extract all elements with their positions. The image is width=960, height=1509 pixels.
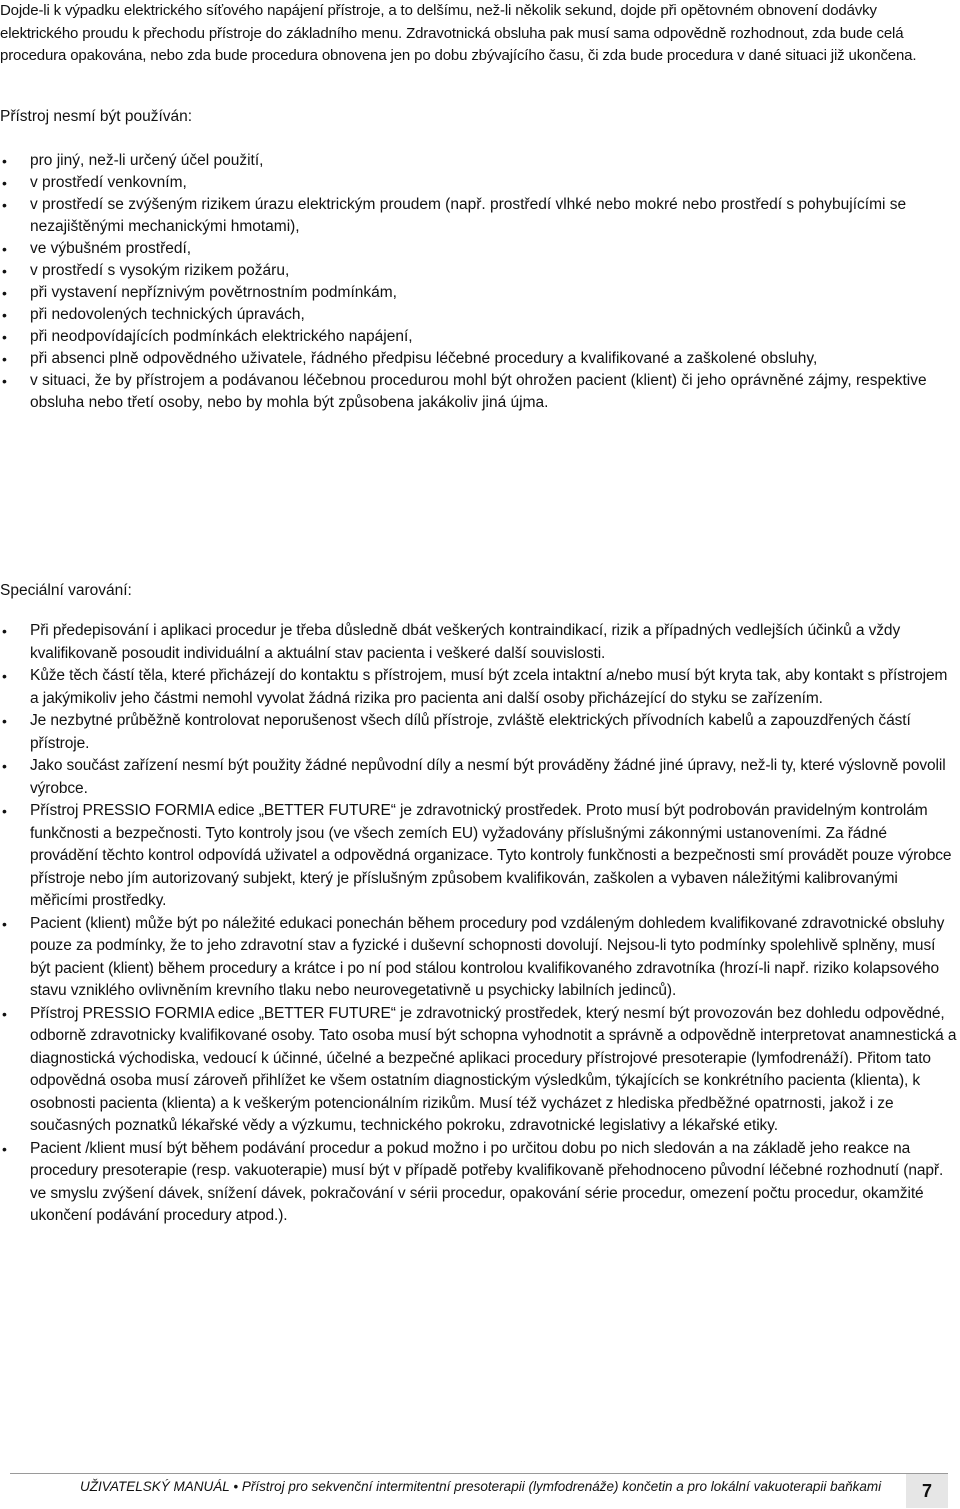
warnings-heading: Speciální varování:	[0, 582, 132, 599]
bullet-icon: •	[2, 713, 7, 729]
list-item: • při vystavení nepříznivým povětrnostním podmínkám,	[0, 282, 958, 304]
list-item: • Je nezbytné průběžně kontrolovat neporušenost všech dílů přístroje, zvláště elektrických přívodních kabelů a zapouzdřených částí přístroje.	[2, 712, 911, 752]
bullet-icon: •	[2, 153, 7, 169]
bullet-icon: •	[2, 668, 7, 684]
list-item: • Přístroj PRESSIO FORMIA edice „BETTER FUTURE“ je zdravotnický prostředek, který nesmí být provozován bez dohledu odpovědné, odborně zdravotnicky kvalifikované osoby. Tato osoba musí být schopna vyhodnotit a správně a odpovědně interpretovat anamnestická a diagnostická východiska, vedoucí k účinné, účelné a bezpečné aplikaci procedury přístrojové presoterapie (lymfodrenáží). Přitom tato odpovědná osoba musí zároveň přihlížet ke všem ostatním diagnostickým výsledkům, týkajících se konkrétního pacienta (klienta), k osobnosti pacienta (klienta) a k veškerým potencionálním rizikům. Musí též vycházet z hlediska předběžné opatrnosti, jakož i ze současných poznatků lékařské vědy a výzkumu, technického pokroku, zdravotnické legislativy a lékařské etiky.	[2, 1004, 957, 1134]
page-number: 7	[906, 1474, 948, 1508]
list-item: • pro jiný, než-li určený účel použití,	[0, 150, 958, 172]
bullet-icon: •	[2, 803, 7, 819]
list-item: • Při předepisování i aplikaci procedur je třeba důsledně dbát veškerých kontraindikací, rizik a případných vedlejších účinků a vždy kvalifikovaně posoudit individuální a aktuální stav pacienta i veškeré další souvislosti.	[2, 622, 901, 662]
list-item: • v situaci, že by přístrojem a podávanou léčebnou procedurou mohl být ohrožen pacient (klient) či jeho oprávněné zájmy, respektive obsluha nebo třetí osoby, nebo by mohla být způsobena jakákoliv jiná újma.	[2, 372, 927, 411]
bullet-icon: •	[2, 1005, 7, 1022]
bullet-icon: •	[2, 197, 7, 213]
list-item: • Přístroj PRESSIO FORMIA edice „BETTER FUTURE“ je zdravotnický prostředek. Proto musí být podrobován pravidelným kontrolám funkčnosti a bezpečnosti. Tyto kontroly jsou (ve všech zemích EU) vyžadovány příslušnými zákonnými ustanoveními. Za řádné provádění těchto kontrol odpovídá uživatel a odpovědná organizace. Tyto kontroly funkčnosti a bezpečnosti smí provádět pouze výrobce přístroje nebo jím autorizovaný subjekt, který je příslušným způsobem kvalifikován, zaškolen a vybaven náležitými kalibrovanými měřicími prostředky.	[2, 802, 952, 909]
footer-manual-label: UŽIVATELSKÝ MANUÁL	[80, 1479, 230, 1494]
bullet-icon: •	[2, 329, 7, 345]
restrictions-heading: Přístroj nesmí být používán:	[0, 108, 193, 125]
list-item: • při neodpovídajících podmínkách elektrického napájení,	[0, 326, 958, 348]
bullet-icon: •	[2, 623, 7, 639]
list-item: • ve výbušném prostředí,	[0, 238, 958, 260]
footer-description: Přístroj pro sekvenční intermitentní presoterapii (lymfodrenáže) končetin a pro lokální vakuoterapii baňkami	[241, 1479, 882, 1494]
bullet-icon: •	[2, 241, 7, 257]
list-item: • Pacient /klient musí být během podávání procedur a pokud možno i po určitou dobu po nich sledován a na základě jeho reakce na procedury presoterapie (resp. vakuoterapie) musí být v případě potřeby kvalifikovaně přehodnoceno původní léčebné rozhodnutí (např. ve smyslu zvýšení dávek, snížení dávek, pokračování v sérii procedur, opakování série procedur, omezení počtu procedur, okamžité ukončení podávání procedury atpod.).	[2, 1139, 944, 1224]
list-item: • v prostředí s vysokým rizikem požáru,	[0, 260, 958, 282]
bullet-icon: •	[2, 758, 7, 774]
list-item: • při absenci plně odpovědného uživatele, řádného předpisu léčebné procedury a kvalifikované a zaškolené obsluhy,	[0, 348, 958, 370]
restrictions-list	[0, 150, 958, 414]
bullet-icon: •	[2, 285, 7, 301]
footer	[80, 1478, 900, 1496]
list-item: • Jako součást zařízení nesmí být použity žádné nepůvodní díly a nesmí být prováděny žádné jiné úpravy, než-li ty, které výslovně povolil výrobce.	[2, 757, 946, 797]
list-item: • v prostředí venkovním,	[0, 172, 958, 194]
list-item: • Pacient (klient) může být po náležité edukaci ponechán během procedury pod vzdáleným dohledem kvalifikované zdravotnické obsluhy pouze za podmínky, že to jeho zdravotní stav a fyzické i duševní schopnosti dovolují. Nejsou-li tyto podmínky spolehlivě splněny, musí být pacient (klient) během procedury a krátce i po ní pod stálou kontrolou kvalifikovaného zdravotníka (hrozí-li např. riziko kolapsového stavu vzniklého ovlivněním krevního tlaku nebo neurovegetativně u psychicky labilních jedinců).	[2, 914, 945, 999]
list-item: • v prostředí se zvýšeným rizikem úrazu elektrickým proudem (např. prostředí vlhké nebo mokré nebo prostředí s pohybujícími se nezajištěnými mechanickými hmotami),	[2, 196, 907, 235]
footer-divider	[10, 1473, 948, 1474]
list-item: • Kůže těch částí těla, které přicházejí do kontaktu s přístrojem, musí být zcela intaktní a/nebo musí být kryta tak, aby kontakt s přístrojem a jakýmikoliv jeho částmi nemohl vyvolat žádná rizika pro pacienta ani další osoby přicházející do styku se zařízením.	[2, 667, 948, 707]
intro-paragraph: Dojde-li k výpadku elektrického síťového napájení přístroje, a to delšímu, než-li několik sekund, dojde při opětovném obnovení dodávky elektrického proudu k přechodu přístroje do základního menu. Zdravotnická obsluha pak musí sama odpovědně rozhodnout, zda bude celá procedura opakována, nebo zda bude procedura obnovena jen po dobu zbývajícího času, či zda bude procedura v dané situaci již ukončena.	[0, 2, 917, 64]
warnings-list	[0, 620, 958, 1228]
footer-separator: •	[233, 1479, 239, 1494]
bullet-icon: •	[2, 263, 7, 279]
bullet-icon: •	[2, 373, 7, 389]
bullet-icon: •	[2, 351, 7, 367]
bullet-icon: •	[2, 307, 7, 323]
list-item: • při nedovolených technických úpravách,	[0, 304, 958, 326]
bullet-icon: •	[2, 915, 7, 932]
bullet-icon: •	[2, 175, 7, 191]
bullet-icon: •	[2, 1140, 7, 1157]
